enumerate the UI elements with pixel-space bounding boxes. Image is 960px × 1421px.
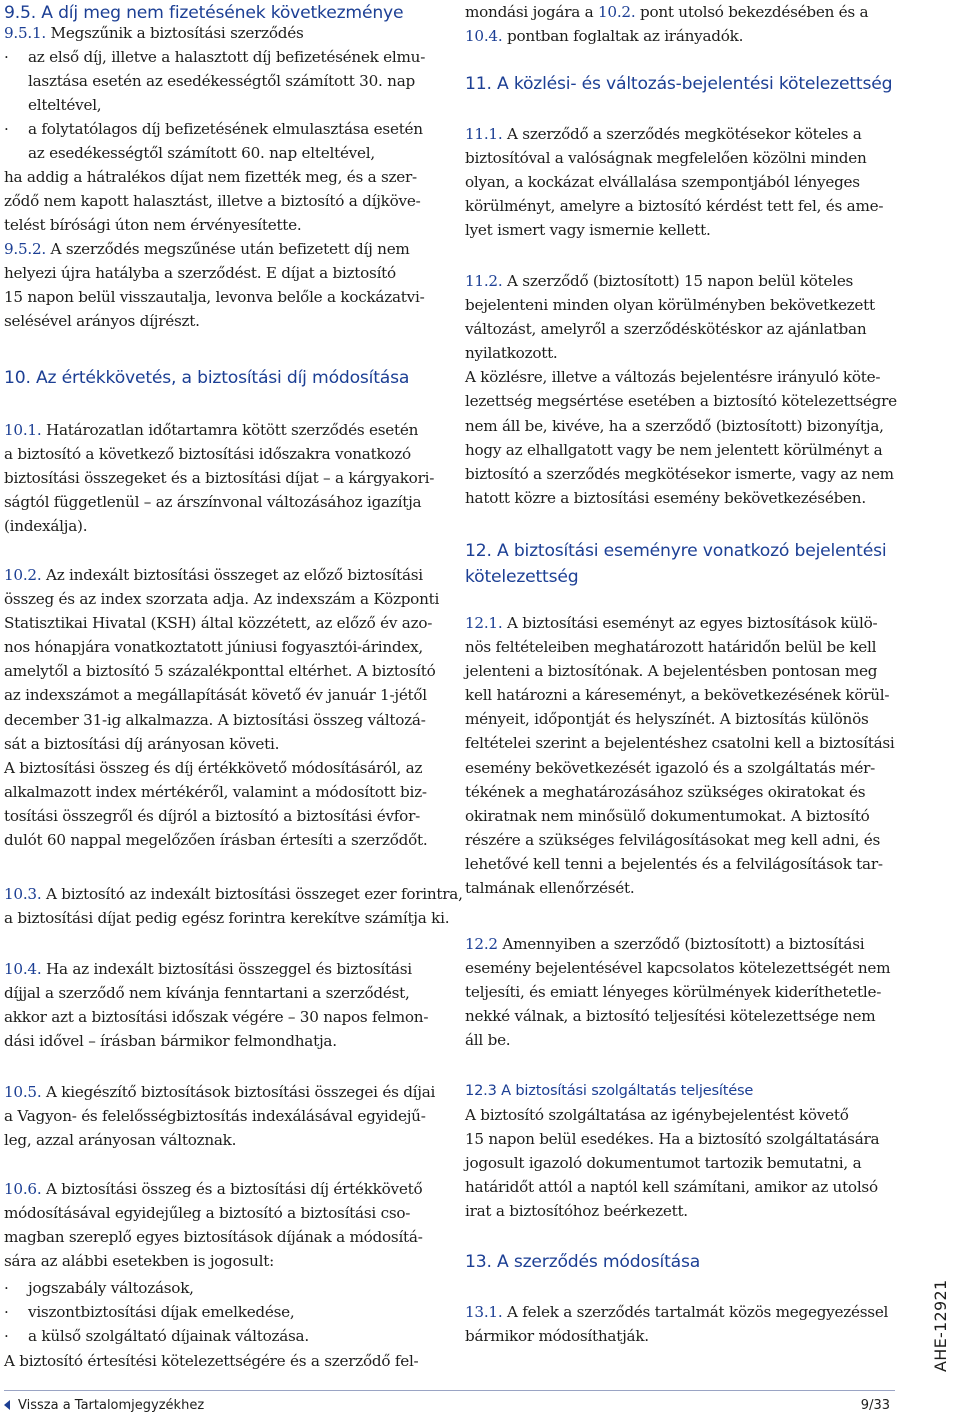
text-line: nös feltételeiben meghatározott határidőn belül be kell: [465, 638, 877, 657]
text-line: · jogszabály változások,: [4, 1276, 432, 1300]
para-10-6: [4, 1177, 432, 1273]
text-line: feltételei szerint a bejelentéshez csatolni kell a biztosítási: [465, 734, 895, 753]
section-number: 10.2.: [4, 566, 42, 584]
text-line: esemény bejelentésével kapcsolatos kötelezettségét nem: [465, 959, 891, 978]
section-number: 11.2.: [465, 272, 503, 290]
para-9-cont: [4, 165, 432, 237]
text-line: 10.1. Határozatlan időtartamra kötött szerződés esetén: [4, 421, 419, 439]
section-number: 12.1.: [465, 614, 503, 632]
text-line: mondási jogára a 10.2. pont utolsó bekezdésében és a: [465, 3, 869, 21]
text-line: nos hónapjára vonatkoztatott júniusi fogyasztói-árindex,: [4, 638, 423, 657]
section-number: 9.5.2.: [4, 240, 46, 258]
section-reference: 10.4.: [465, 27, 503, 46]
document-code-text: AHE-12921: [931, 1279, 950, 1372]
text-line: lasztása esetén az esedékességtől számított 30. nap: [28, 72, 415, 91]
text-line: esemény bekövetkezését igazoló és a szolgáltatás mér-: [465, 758, 875, 777]
text-line: akkor azt a biztosítási időszak végére – 30 napos felmon-: [4, 1008, 429, 1027]
text-line: irat a biztosítóhoz beérkezett.: [465, 1202, 688, 1221]
text-line: · az első díj, illetve a halasztott díj befizetésének elmu-: [4, 45, 432, 69]
text-line: ha addig a hátralékos díjat nem fizették meg, és a szer-: [4, 168, 417, 186]
text-line: az indexszámot a megállapítását követő év január 1-jétől: [4, 686, 427, 705]
section-reference: 10.2.: [598, 3, 636, 21]
para-10-4: [4, 957, 432, 1053]
text-line: 13.1. A felek a szerződés tartalmát közös megegyezéssel: [465, 1303, 889, 1321]
text-line: (indexálja).: [4, 517, 88, 536]
text-line: · viszontbiztosítási díjak emelkedése,: [4, 1300, 432, 1324]
para-10-2: [4, 563, 440, 852]
para-10-5: [4, 1080, 436, 1152]
para-right-cont: [465, 0, 895, 48]
text-line: 15 napon belül esedékes. Ha a biztosító szolgáltatására: [465, 1130, 880, 1149]
text-line: 15 napon belül visszautalja, levonva belőle a kockázatvi-: [4, 288, 425, 307]
heading-9-5: 9.5. A díj meg nem fizetésének következménye: [4, 3, 404, 23]
bullet-9-a: [4, 45, 432, 117]
section-number: 12.2: [465, 935, 498, 953]
text-line: lezettség megsértése esetében a biztosító kötelezettségre: [465, 392, 897, 411]
text-line: · a külső szolgáltató díjainak változása.: [4, 1324, 432, 1348]
text-line: részére a szükséges felvilágosításokat meg kell adni, és: [465, 830, 881, 849]
heading-12-3: 12.3 A biztosítási szolgáltatás teljesítése: [465, 1082, 754, 1099]
text-line: A biztosító szolgáltatása az igénybejelentést követő: [465, 1106, 849, 1124]
text-line: 10.5. A kiegészítő biztosítások biztosítási összegei és díjai: [4, 1083, 436, 1101]
section-number: 10.5.: [4, 1083, 42, 1101]
section-number: 10.6.: [4, 1180, 42, 1198]
heading-12: [465, 538, 895, 590]
bullet-9-b: [4, 117, 432, 165]
section-number: 13.1.: [465, 1303, 503, 1321]
bullet-dot: ·: [4, 1303, 9, 1322]
text-line: amelytől a biztosító 5 százalékponttal eltérhet. A biztosító: [4, 662, 436, 681]
section-number: 9.5.1.: [4, 24, 46, 42]
bullets-10-6: [4, 1276, 432, 1348]
heading-line: 12. A biztosítási eseményre vonatkozó bejelentési: [465, 541, 887, 561]
text-line: teljesíti, és emiatt lényeges körülmények kideríthetetle-: [465, 983, 882, 1002]
heading-10: 10. Az értékkövetés, a biztosítási díj módosítása: [4, 368, 410, 388]
text-line: olyan, a kockázat elvállalása szempontjából lényeges: [465, 173, 860, 192]
text-line: 12.2 Amennyiben a szerződő (biztosított) a biztosítási: [465, 935, 865, 953]
text-line: bármikor módosíthatják.: [465, 1327, 649, 1346]
text-line: 10.2. Az indexált biztosítási összeget az előző biztosítási: [4, 566, 423, 584]
para-10-3: [4, 882, 463, 930]
text-line: körülményt, amelyre a biztosító kérdést tett fel, és ame-: [465, 197, 884, 216]
text-line: változást, amelyről a szerződéskötéskor az ajánlatban: [465, 320, 867, 339]
text-line: talmának ellenőrzését.: [465, 879, 635, 898]
text-line: selésével arányos díjrészt.: [4, 312, 200, 331]
text-line: jogosult igazoló dokumentumot tartozik bemutatni, a: [465, 1154, 862, 1173]
heading-13: 13. A szerződés módosítása: [465, 1252, 701, 1272]
text-line: nyilatkozott.: [465, 344, 558, 363]
text-line: a biztosító a következő biztosítási időszakra vonatkozó: [4, 445, 411, 464]
bullet-dot: ·: [4, 1279, 9, 1297]
bullet-dot: ·: [4, 48, 9, 66]
page-number: 9/33: [860, 1398, 890, 1413]
text-line: lehetővé kell tenni a bejelentés és a felvilágosítások tar-: [465, 854, 883, 873]
text-line: 10.3. A biztosító az indexált biztosítási összeget ezer forintra,: [4, 885, 463, 903]
section-number: 10.1.: [4, 421, 42, 439]
text-line: 11.2. A szerződő (biztosított) 15 napon belül köteles: [465, 272, 854, 290]
text-line: elteltével,: [28, 96, 102, 115]
text-line: magban szereplő egyes biztosítások díjának a módosítá-: [4, 1228, 423, 1247]
text-line: A biztosító értesítési kötelezettségére és a szerződő fel-: [4, 1352, 419, 1370]
text-line: okiratnak nem minősülő dokumentumokat. A biztosító: [465, 806, 870, 825]
text-line: az esedékességtől számított 60. nap elteltével,: [28, 144, 375, 163]
para-11-2: [465, 269, 895, 510]
text-line: sára az alábbi esetekben is jogosult:: [4, 1252, 274, 1271]
text-line: 9.5.1. Megszűnik a biztosítási szerződés: [4, 24, 304, 42]
text-line: dulót 60 nappal megelőzően írásban értesíti a szerződőt.: [4, 831, 428, 850]
section-number: 10.4.: [4, 960, 42, 978]
text-line: díjjal a szerződő nem kívánja fenntartani a szerződést,: [4, 984, 410, 1003]
text-line: ményeit, időpontját és helyszínét. A biztosítás különös: [465, 710, 869, 729]
section-number: 10.3.: [4, 885, 42, 903]
text-line: 10.4. Ha az indexált biztosítási összeggel és biztosítási: [4, 960, 412, 978]
text-line: módosításával egyidejűleg a biztosító a biztosítási cso-: [4, 1204, 411, 1223]
para-11-1: [465, 122, 895, 242]
text-line: bejelenteni minden olyan körülményben bekövetkezett: [465, 296, 875, 315]
footer-divider: [4, 1390, 895, 1391]
text-line: tékének a meghatározásához szükséges okiratokat és: [465, 782, 866, 801]
text-line: kell határozni a káreseményt, a bekövetkezésének körül-: [465, 686, 890, 705]
text-line: tosítási összegről és díjról a biztosító a biztosítási évfor-: [4, 806, 420, 825]
text-line: összeg és az index szorzata adja. Az indexszám a Központi: [4, 590, 440, 609]
text-line: a Vagyon- és felelősségbiztosítás indexálásával egyidejű-: [4, 1107, 426, 1126]
text-line: 9.5.2. A szerződés megszűnése után befizetett díj nem: [4, 240, 410, 258]
text-line: nekké válnak, a biztosító teljesítési kötelezettsége nem: [465, 1007, 876, 1026]
text-line: áll be.: [465, 1031, 511, 1050]
text-line: biztosítási összegeket és a biztosítási díjat – a kárgyakori-: [4, 469, 435, 488]
para-10-6-end: [4, 1349, 432, 1373]
text-line: · a folytatólagos díj befizetésének elmulasztása esetén: [4, 117, 432, 141]
heading-line: kötelezettség: [465, 567, 579, 587]
bullet-dot: ·: [4, 120, 9, 138]
text-line: 12.1. A biztosítási eseményt az egyes biztosítások külö-: [465, 614, 878, 632]
para-10-1: [4, 418, 435, 538]
text-line: A közlésre, illetve a változás bejelentésre irányuló köte-: [465, 368, 881, 387]
text-line: ságtól függetlenül – az árszínvonal változásához igazítja: [4, 493, 422, 512]
back-to-contents-link[interactable]: [4, 1398, 204, 1413]
text-line: hatott közre a biztosítási esemény bekövetkezésében.: [465, 488, 866, 507]
text-line: dási idővel – írásban bármikor felmondhatja.: [4, 1032, 337, 1051]
bullet-dot: ·: [4, 1327, 9, 1346]
para-12-2: [465, 932, 895, 1052]
heading-11: 11. A közlési- és változás-bejelentési kötelezettség: [465, 74, 893, 94]
text-line: A biztosítási összeg és díj értékkövető módosításáról, az: [4, 758, 423, 777]
text-line: Statisztikai Hivatal (KSH) által közzétett, az előző év azo-: [4, 614, 433, 633]
text-line: hogy az elhallgatott vagy be nem jelentett körülményt a: [465, 440, 883, 459]
para-9-5-2: [4, 237, 432, 333]
text-line: leg, azzal arányosan változnak.: [4, 1131, 237, 1150]
section-number: 11.1.: [465, 125, 503, 143]
text-line: alkalmazott index mértékéről, valamint a módosított biz-: [4, 782, 427, 801]
text-line: ződő nem kapott halasztást, illetve a biztosító a díjköve-: [4, 192, 421, 211]
document-code: [931, 1279, 951, 1392]
para-12-1: [465, 611, 895, 900]
para-13-1: [465, 1300, 895, 1348]
arrow-left-icon: [4, 1400, 10, 1410]
text-line: határidőt attól a naptól kell számítani, amikor az utolsó: [465, 1178, 878, 1197]
back-to-contents-label: Vissza a Tartalomjegyzékhez: [18, 1398, 205, 1413]
para-9-5-1: [4, 21, 432, 45]
text-line: biztosítóval a valóságnak megfelelően közölni minden: [465, 149, 867, 168]
text-line: 10.6. A biztosítási összeg és a biztosítási díj értékkövető: [4, 1180, 423, 1198]
text-line: 10.4. pontban foglaltak az irányadók.: [465, 27, 744, 46]
text-line: 11.1. A szerződő a szerződés megkötésekor köteles a: [465, 125, 862, 143]
para-12-3: [465, 1103, 895, 1223]
text-line: december 31-ig alkalmazza. A biztosítási összeg változá-: [4, 710, 426, 729]
text-line: a biztosítási díjat pedig egész forintra kerekítve számítja ki.: [4, 909, 450, 928]
text-line: lyet ismert vagy ismernie kellett.: [465, 221, 711, 240]
text-line: nem áll be, kivéve, ha a szerződő (biztosított) bizonyítja,: [465, 416, 884, 435]
text-line: biztosító a szerződés megkötésekor ismerte, vagy az nem: [465, 464, 894, 483]
text-line: sát a biztosítási díj arányosan követi.: [4, 734, 280, 753]
text-line: telést bírósági úton nem érvényesítette.: [4, 216, 302, 235]
text-line: helyezi újra hatályba a szerződést. E díjat a biztosító: [4, 264, 396, 283]
text-line: jelenteni a biztosítónak. A bejelentésben pontosan meg: [465, 662, 878, 681]
